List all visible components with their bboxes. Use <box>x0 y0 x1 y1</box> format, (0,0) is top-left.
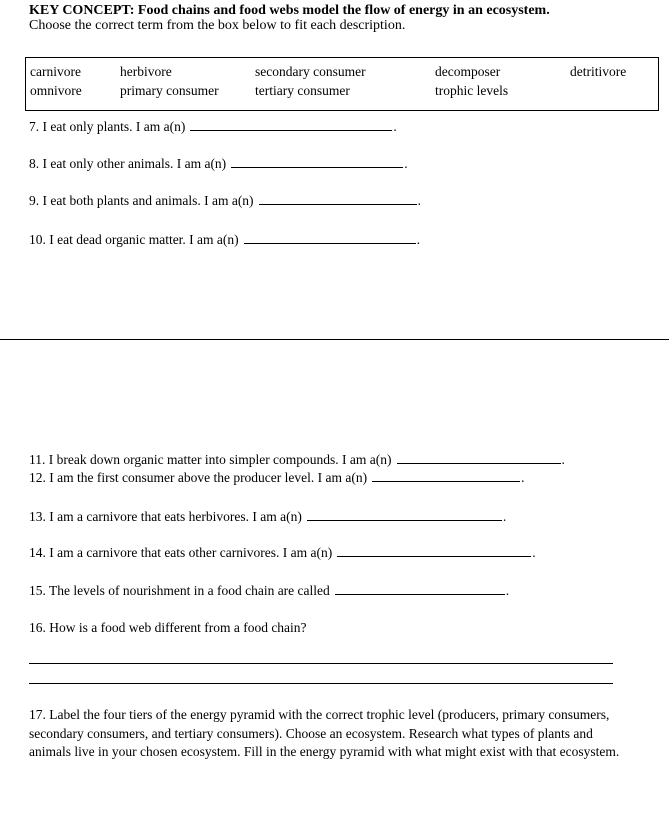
term-carnivore: carnivore <box>30 64 81 79</box>
answer-blank-11[interactable] <box>397 451 561 464</box>
question-14: 14. I am a carnivore that eats other carnivores. I am a(n) . <box>29 545 536 560</box>
question-9-text: 9. I eat both plants and animals. I am a(n) <box>29 193 254 208</box>
worksheet-instructions: Choose the correct term from the box below to fit each description. <box>29 18 406 33</box>
term-tertiary-consumer: tertiary consumer <box>255 83 350 98</box>
term-decomposer: decomposer <box>435 64 501 79</box>
answer-blank-8[interactable] <box>231 155 403 168</box>
answer-blank-14[interactable] <box>337 544 531 557</box>
answer-blank-15[interactable] <box>335 582 505 595</box>
term-secondary-consumer: secondary consumer <box>255 64 366 79</box>
term-primary-consumer: primary consumer <box>120 83 219 98</box>
term-detritivore: detritivore <box>570 64 627 79</box>
answer-blank-7[interactable] <box>190 118 392 131</box>
answer-blank-12[interactable] <box>372 469 520 482</box>
question-16 <box>29 620 307 636</box>
section-divider <box>0 339 669 340</box>
question-12-text: 12. I am the first consumer above the producer level. I am a(n) <box>29 470 368 485</box>
answer-line-16b[interactable] <box>29 683 613 684</box>
answer-blank-10[interactable] <box>244 231 416 244</box>
question-14-text: 14. I am a carnivore that eats other carnivores. I am a(n) <box>29 545 333 560</box>
question-15-text: 15. The levels of nourishment in a food chain are called <box>29 583 330 598</box>
question-8: 8. I eat only other animals. I am a(n) . <box>29 156 408 171</box>
question-10-text: 10. I eat dead organic matter. I am a(n) <box>29 232 239 247</box>
question-13-text: 13. I am a carnivore that eats herbivores. I am a(n) <box>29 509 302 524</box>
question-7: 7. I eat only plants. I am a(n) . <box>29 119 397 134</box>
term-herbivore: herbivore <box>120 64 172 79</box>
question-17-text: 17. Label the four tiers of the energy pyramid with the correct trophic level (producers, primary consumers, secondary consumers, and tertiary consumers). Choose an ecosystem. Research what types of plants and animals live in your chosen ecosystem. Fill in the energy pyramid with what might exist with that ecosystem. <box>29 707 620 759</box>
question-13: 13. I am a carnivore that eats herbivores. I am a(n) . <box>29 509 507 524</box>
term-box <box>25 57 659 111</box>
question-12: 12. I am the first consumer above the producer level. I am a(n) . <box>29 470 525 485</box>
term-omnivore: omnivore <box>30 83 82 98</box>
question-9: 9. I eat both plants and animals. I am a(n) . <box>29 193 421 208</box>
question-11: 11. I break down organic matter into simpler compounds. I am a(n) . <box>29 452 565 467</box>
term-trophic-levels: trophic levels <box>435 83 509 98</box>
worksheet-title: KEY CONCEPT: Food chains and food webs model the flow of energy in an ecosystem. <box>29 3 550 18</box>
question-11-text: 11. I break down organic matter into simpler compounds. I am a(n) <box>29 452 392 467</box>
answer-blank-9[interactable] <box>259 192 417 205</box>
question-10: 10. I eat dead organic matter. I am a(n) . <box>29 232 421 247</box>
answer-line-16a[interactable] <box>29 663 613 664</box>
question-7-text: 7. I eat only plants. I am a(n) <box>29 119 186 134</box>
question-8-text: 8. I eat only other animals. I am a(n) <box>29 156 227 171</box>
question-16-text: 16. How is a food web different from a food chain? <box>29 620 307 635</box>
answer-blank-13[interactable] <box>307 508 502 521</box>
question-15: 15. The levels of nourishment in a food chain are called . <box>29 583 510 598</box>
